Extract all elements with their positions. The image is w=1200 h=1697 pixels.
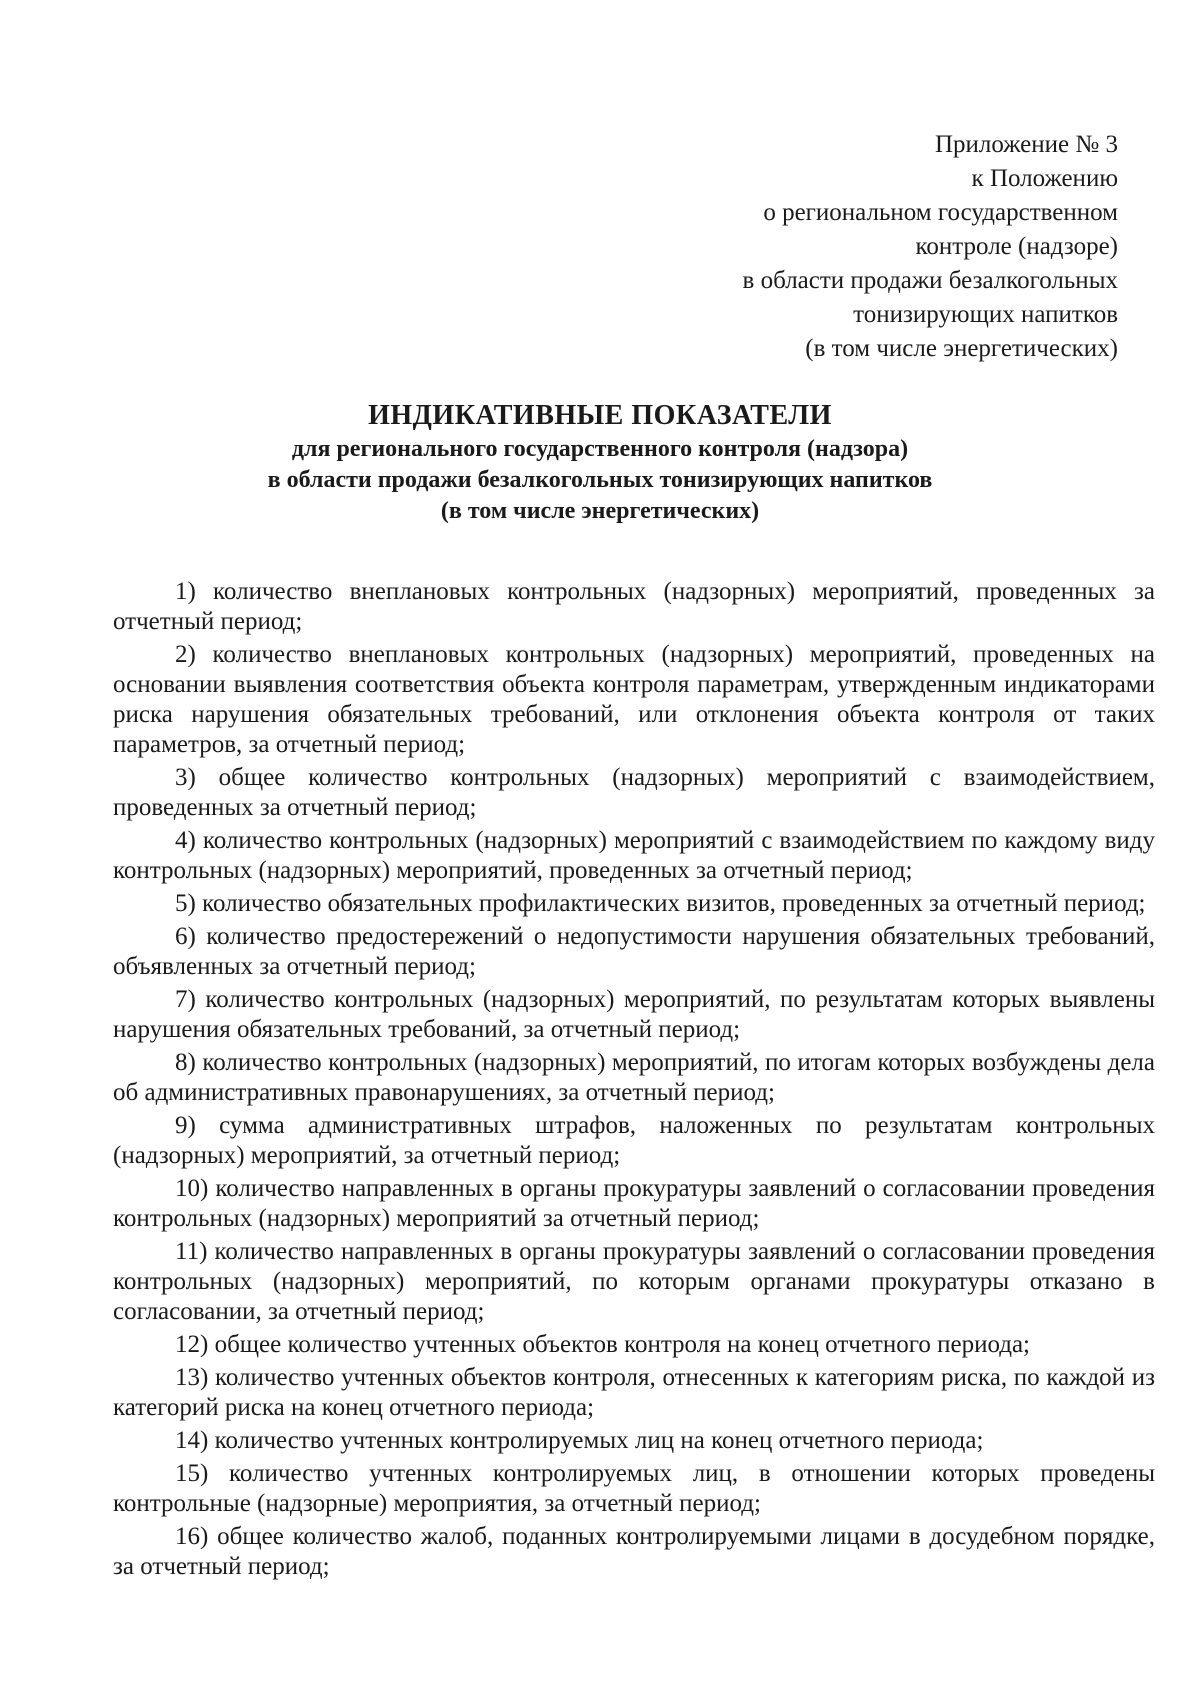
document-heading: [100, 398, 1100, 527]
indicator-item: 5) количество обязательных профилактических визитов, проведенных за отчетный период;: [175, 890, 1146, 917]
document-subtitle-line: для регионального государственного контроля (надзора): [291, 436, 909, 462]
document-title: ИНДИКАТИВНЫЕ ПОКАЗАТЕЛИ: [368, 400, 832, 431]
appendix-line: тонизирующих напитков: [853, 301, 1118, 328]
indicator-item: 3) общее количество контрольных (надзорных) мероприятий с взаимодействием, проведенных за отчетный период;: [113, 764, 1155, 821]
indicator-item: 2) количество внеплановых контрольных (надзорных) мероприятий, проведенных на основании выявления соответствия объекта контроля параметрам, утвержденным индикаторами риска нарушения обязательных требований, или отклонения объекта контроля от таких параметров, за отчетный период;: [113, 641, 1155, 758]
appendix-line: (в том числе энергетических): [805, 335, 1118, 362]
indicator-item: 13) количество учтенных объектов контроля, отнесенных к категориям риска, по каждой из категорий риска на конец отчетного периода;: [113, 1364, 1155, 1421]
appendix-line: к Положению: [971, 165, 1118, 192]
indicator-item: 7) количество контрольных (надзорных) мероприятий, по результатам которых выявлены нарушения обязательных требований, за отчетный период;: [113, 986, 1155, 1043]
appendix-reference: [618, 128, 1118, 366]
appendix-line: в области продажи безалкогольных: [742, 267, 1118, 294]
indicator-list: [113, 577, 1155, 1585]
indicator-item: 8) количество контрольных (надзорных) мероприятий, по итогам которых возбуждены дела об административных правонарушениях, за отчетный период;: [113, 1049, 1155, 1106]
indicator-item: 16) общее количество жалоб, поданных контролируемыми лицами в досудебном порядке, за отчетный период;: [113, 1523, 1155, 1580]
indicator-item: 15) количество учтенных контролируемых лиц, в отношении которых проведены контрольные (надзорные) мероприятия, за отчетный период;: [113, 1460, 1155, 1517]
indicator-item: 10) количество направленных в органы прокуратуры заявлений о согласовании проведения контрольных (надзорных) мероприятий за отчетный период;: [113, 1175, 1155, 1232]
indicator-item: 12) общее количество учтенных объектов контроля на конец отчетного периода;: [175, 1331, 1031, 1358]
document-subtitle-line: (в том числе энергетических): [440, 498, 760, 524]
indicator-item: 9) сумма административных штрафов, наложенных по результатам контрольных (надзорных) мероприятий, за отчетный период;: [113, 1112, 1155, 1169]
document-subtitle-line: в области продажи безалкогольных тонизирующих напитков: [267, 467, 933, 493]
appendix-line: контроле (надзоре): [915, 233, 1118, 260]
indicator-item: 6) количество предостережений о недопустимости нарушения обязательных требований, объявленных за отчетный период;: [113, 923, 1155, 980]
indicator-item: 4) количество контрольных (надзорных) мероприятий с взаимодействием по каждому виду контрольных (надзорных) мероприятий, проведенных за отчетный период;: [113, 827, 1155, 884]
appendix-line: о региональном государственном: [763, 199, 1118, 226]
indicator-item: 14) количество учтенных контролируемых лиц на конец отчетного периода;: [175, 1427, 984, 1454]
indicator-item: 11) количество направленных в органы прокуратуры заявлений о согласовании проведения контрольных (надзорных) мероприятий, по которым органами прокуратуры отказано в согласовании, за отчетный период;: [113, 1238, 1155, 1325]
appendix-line: Приложение № 3: [934, 131, 1118, 158]
indicator-item: 1) количество внеплановых контрольных (надзорных) мероприятий, проведенных за отчетный период;: [113, 578, 1155, 635]
